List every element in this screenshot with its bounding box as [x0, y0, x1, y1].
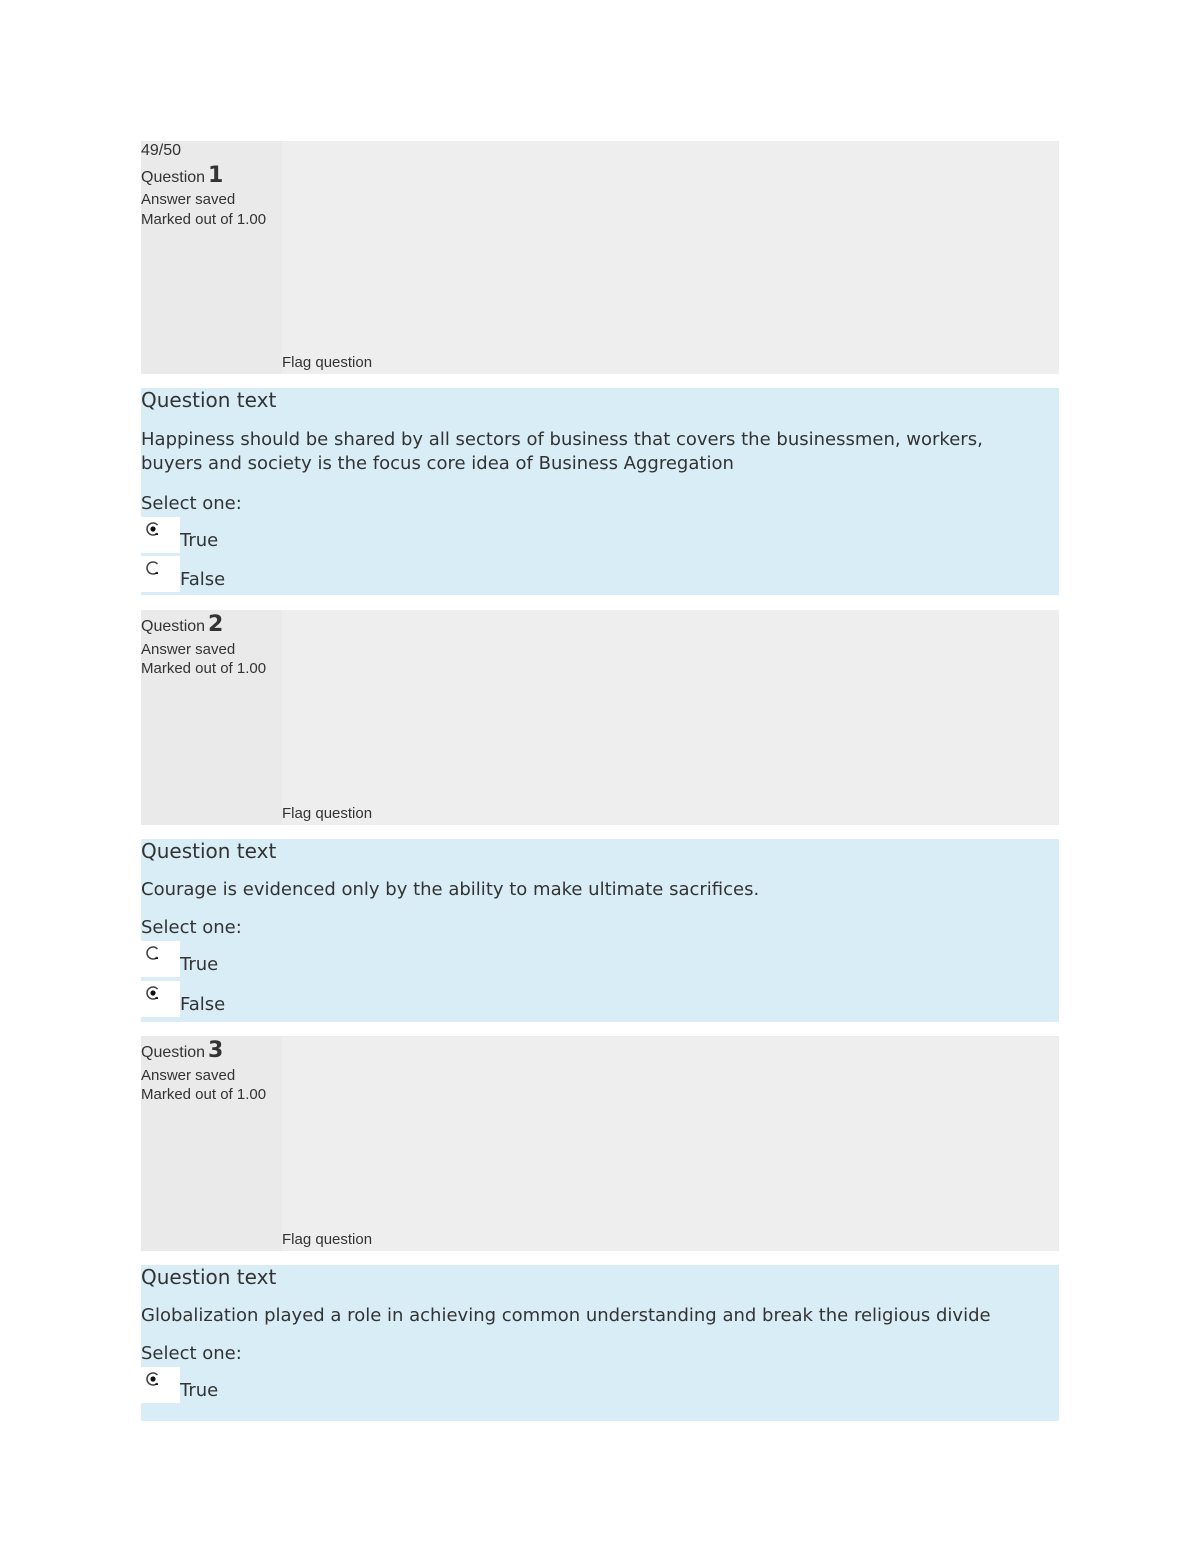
question-2-option-true[interactable] [141, 941, 341, 977]
question-number: 2 [208, 612, 224, 637]
question-3-option-true[interactable] [141, 1367, 341, 1403]
question-1-content [141, 388, 1059, 595]
question-3-info [141, 1036, 1059, 1251]
question-2-info [141, 610, 1059, 825]
question-2-heading [141, 612, 223, 637]
radio-cell [141, 981, 180, 1019]
question-3-content [141, 1265, 1059, 1421]
question-2-content [141, 839, 1059, 1022]
question-text-label: Question text [141, 1265, 277, 1289]
question-3-grade: Marked out of 1.00 [141, 1086, 267, 1103]
radio-unselected-icon[interactable] [145, 945, 161, 961]
option-label: True [180, 1380, 219, 1401]
question-1-flag-button[interactable]: Flag question [282, 354, 373, 371]
option-label: False [180, 569, 226, 590]
question-2-grade: Marked out of 1.00 [141, 660, 267, 677]
radio-unselected-icon[interactable] [145, 560, 161, 576]
question-1-grade: Marked out of 1.00 [141, 211, 267, 228]
question-text-label: Question text [141, 388, 277, 412]
radio-selected-icon[interactable] [145, 985, 161, 1001]
question-3-heading [141, 1038, 223, 1063]
question-3-state: Answer saved [141, 1067, 236, 1084]
question-2-state: Answer saved [141, 641, 236, 658]
select-one-label: Select one: [141, 493, 242, 514]
radio-cell [141, 941, 180, 979]
question-2-option-false[interactable] [141, 981, 341, 1017]
score-label: 49/50 [141, 142, 182, 159]
question-word: Question [141, 618, 206, 635]
question-word: Question [141, 169, 206, 186]
select-one-label: Select one: [141, 1343, 242, 1364]
question-3-text: Globalization played a role in achieving common understanding and break the religious divide [141, 1305, 991, 1326]
radio-cell [141, 517, 180, 555]
question-1-text: Happiness should be shared by all sectors of business that covers the businessmen, workers, buyers and society is the focus core idea of Business Aggregation [141, 429, 983, 474]
option-label: True [180, 954, 219, 975]
radio-cell [141, 1367, 180, 1405]
question-2-text: Courage is evidenced only by the ability to make ultimate sacrifices. [141, 879, 760, 900]
question-2-flag-button[interactable]: Flag question [282, 805, 373, 822]
select-one-label: Select one: [141, 917, 242, 938]
question-1-state: Answer saved [141, 191, 236, 208]
question-word: Question [141, 1044, 206, 1061]
radio-selected-icon[interactable] [145, 521, 161, 537]
radio-selected-icon[interactable] [145, 1371, 161, 1387]
option-label: False [180, 994, 226, 1015]
option-label: True [180, 530, 219, 551]
question-number: 3 [208, 1038, 224, 1063]
question-1-heading [141, 163, 223, 188]
question-3-flag-button[interactable]: Flag question [282, 1231, 373, 1248]
question-number: 1 [208, 163, 224, 188]
question-1-option-true[interactable] [141, 517, 341, 553]
question-text-label: Question text [141, 839, 277, 863]
question-1-info [141, 141, 1059, 374]
question-1-option-false[interactable] [141, 556, 341, 592]
radio-cell [141, 556, 180, 594]
